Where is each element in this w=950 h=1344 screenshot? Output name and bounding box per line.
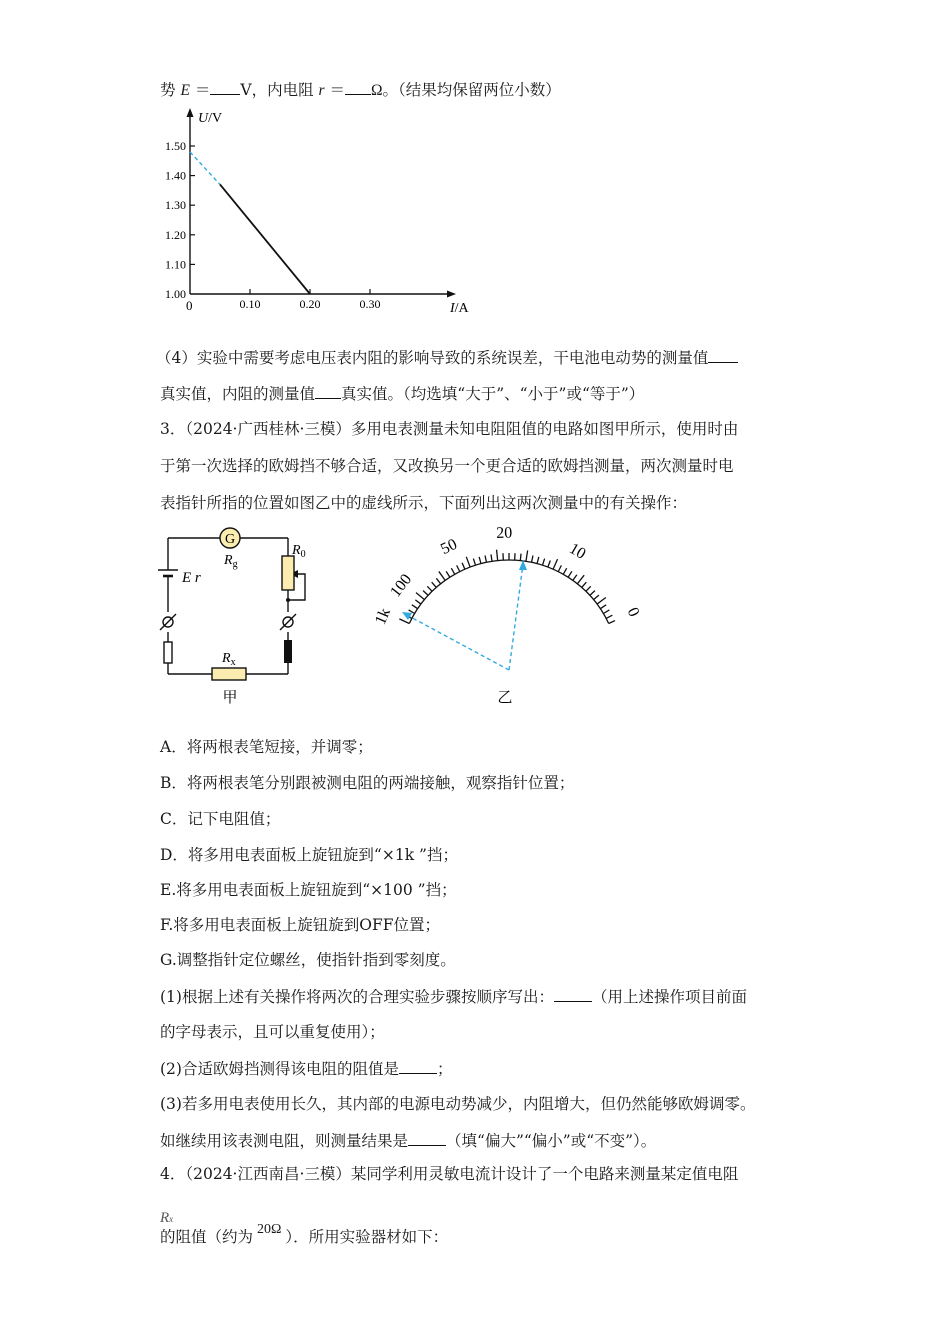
y-tick-label-5: 1.50	[165, 139, 186, 153]
meter-tick-29	[548, 561, 550, 568]
x-tick-label-1: 0.20	[299, 297, 321, 311]
series-line-0	[190, 152, 220, 185]
resistor-Rx	[212, 668, 246, 680]
meter-label-4: 10	[566, 540, 589, 563]
option-B: B．将两根表笔分别跟被测电阻的两端接触，观察指针位置；	[160, 774, 575, 792]
y-tick-label-2: 1.20	[165, 227, 186, 242]
meter-tick-36	[582, 582, 587, 587]
intro-suffix: 。（结果均保留两位小数）	[382, 81, 561, 99]
q2-part4-line2	[160, 382, 644, 405]
meter-label-1: 100	[387, 571, 416, 601]
meter-tick-9	[436, 578, 440, 583]
subq-3-text-b: 如继续用该表测电阻，则测量结果是	[160, 1132, 409, 1150]
meter-label-5: 0	[623, 604, 643, 620]
meter-tick-35	[577, 575, 584, 584]
resistance-blank[interactable]	[345, 78, 371, 95]
subq-2-text-a: (2)合适欧姆挡测得该电阻的阻值是	[160, 1060, 399, 1078]
option-D: D．将多用电表面板上旋钮旋到“×1k ”挡；	[160, 846, 458, 864]
y-axis-label: U/V	[198, 111, 223, 126]
meter-tick-31	[558, 565, 561, 571]
meter-tick-10	[439, 571, 445, 580]
x-tick-label-2: 0.30	[359, 297, 381, 311]
meter-tick-37	[586, 586, 591, 591]
emf-unit: V，内电阻	[240, 81, 314, 99]
meter-tick-27	[537, 557, 539, 564]
meter-tick-28	[542, 559, 544, 566]
result-blank[interactable]	[408, 1129, 446, 1146]
x-axis-arrow	[447, 291, 456, 298]
meter-tick-30	[553, 559, 557, 569]
meter-tick-41	[600, 605, 606, 609]
meter-tick-12	[451, 568, 454, 574]
meter-tick-11	[446, 571, 450, 577]
resistance-unit: Ω	[371, 82, 383, 99]
meter-caption: 乙	[497, 688, 513, 706]
meter-tick-6	[423, 591, 428, 596]
subq-2-text-b: ；	[436, 1060, 453, 1078]
option-E: E.将多用电表面板上旋钮旋到“×100 ”挡；	[160, 881, 457, 899]
steps-blank[interactable]	[554, 985, 592, 1002]
rheostat-R0	[282, 556, 294, 590]
q4-text-b: ）．所用实验器材如下：	[285, 1228, 449, 1246]
q3-line3: 表指针所指的位置如图乙中的虚线所示，下面列出这两次测量中的有关操作：	[160, 494, 688, 512]
q4-rx-letter: R	[160, 1210, 170, 1226]
series-line-1	[220, 184, 310, 294]
q4-text-a: 的阻值（约为	[160, 1228, 254, 1246]
q4-rx-subscript: x	[169, 1214, 174, 1224]
probe-right	[284, 640, 292, 663]
pointer-first-arrow	[402, 612, 412, 620]
pointer-second	[509, 564, 523, 670]
x-tick-label-0: 0.10	[239, 297, 261, 311]
y-tick-label-0: 1.00	[165, 287, 186, 301]
subq-3-line2	[160, 1129, 656, 1152]
meter-tick-3	[412, 605, 418, 609]
meter-tick-24	[520, 554, 521, 561]
option-G: G.调整指针定位螺丝，使指针指到零刻度。	[160, 951, 456, 969]
q4-rx-symbol	[160, 1210, 173, 1227]
meter-tick-19	[491, 554, 492, 561]
q2-part4-text1: （4）实验中需要考虑电压表内阻的影响导致的系统误差，干电池电动势的测量值	[156, 349, 709, 367]
meter-tick-33	[568, 571, 572, 577]
subq-3-line1: (3)若多用电表使用长久，其内部的电源电动势减少，内阻增大，但仍然能够欧姆调零。	[160, 1095, 756, 1113]
q2-part4-line1	[156, 346, 738, 369]
y-tick-label-4: 1.40	[165, 168, 186, 183]
subq-2	[160, 1057, 452, 1080]
meter-label-3: 20	[495, 524, 513, 543]
emf-equals: ＝	[194, 81, 211, 99]
meter-tick-8	[432, 582, 437, 587]
meter-tick-15	[466, 557, 470, 567]
meter-tick-4	[415, 600, 421, 604]
meter-tick-13	[457, 565, 460, 571]
subq-1-text-a: (1)根据上述有关操作将两次的合理实验步骤按顺序写出：	[160, 988, 554, 1006]
option-F: F.将多用电表面板上旋钮旋到OFF位置；	[160, 916, 440, 934]
meter-tick-25	[526, 550, 528, 561]
option-C: C．记下电阻值；	[160, 810, 281, 828]
q4-value: 20Ω	[257, 1222, 282, 1237]
meter-tick-20	[497, 550, 498, 561]
meter-tick-5	[416, 593, 424, 600]
resistance-value-blank[interactable]	[399, 1057, 437, 1074]
q3-line2: 于第一次选择的欧姆挡不够合适，又改换另一个更合适的欧姆挡测量，两次测量时电	[160, 457, 734, 475]
meter-tick-44	[609, 621, 615, 624]
subq-1-line1	[160, 985, 747, 1008]
meter-tick-38	[590, 591, 595, 596]
intro-line	[160, 78, 561, 102]
meter-label-0: 1k	[372, 605, 394, 628]
emf-blank[interactable]	[210, 78, 240, 95]
subq-1-line2: 的字母表示，且可以重复使用）；	[160, 1023, 385, 1041]
Rx-label: $R_x$	[222, 651, 236, 668]
resistance-compare-blank[interactable]	[315, 382, 341, 399]
Rg-label: $R_g$	[224, 553, 238, 570]
q2-part4-text2a: 真实值，内阻的测量值	[160, 385, 316, 403]
meter-tick-7	[427, 586, 432, 591]
galvanometer-label: G	[224, 532, 236, 547]
circuit-diagram	[150, 520, 330, 712]
meter-tick-18	[485, 555, 486, 562]
y-tick-label-1: 1.10	[165, 257, 186, 272]
meter-pointers	[405, 564, 523, 670]
meter-tick-42	[603, 610, 609, 614]
meter-tick-43	[606, 615, 612, 618]
meter-tick-39	[594, 595, 599, 599]
subq-3-text-c: （填“偏大”“偏小”或“不变”）。	[446, 1132, 657, 1150]
y-tick-label-3: 1.30	[165, 198, 186, 213]
origin-label: 0	[186, 298, 193, 313]
meter-tick-32	[563, 568, 566, 574]
emf-symbol: E	[180, 82, 190, 99]
resistance-equals: ＝	[329, 81, 346, 99]
resistance-symbol: r	[318, 82, 325, 99]
subq-1-text-b: （用上述操作项目前面	[591, 988, 747, 1006]
pointer-first	[405, 614, 509, 670]
meter-dial	[350, 522, 670, 710]
meter-tick-16	[473, 559, 475, 566]
x-axis-label: I/A	[450, 301, 469, 316]
emf-compare-blank[interactable]	[708, 346, 738, 363]
q4-line2	[160, 1222, 449, 1250]
q4-line1: 4．（2024·江西南昌·三模）某同学利用灵敏电流计设计了一个电路来测量某定值电阻	[160, 1165, 739, 1183]
R0-label: $R_0$	[292, 543, 306, 560]
rheostat-junction	[286, 598, 290, 602]
meter-tick-14	[462, 563, 465, 569]
meter-tick-34	[573, 575, 577, 581]
meter-tick-40	[597, 597, 606, 604]
chart-axes	[190, 112, 450, 294]
meter-arc	[409, 560, 608, 624]
meter-label-2: 50	[438, 535, 460, 559]
option-A: A．将两根表笔短接，并调零；	[160, 738, 373, 756]
meter-tick-17	[479, 557, 481, 564]
q3-line1: 3．（2024·广西桂林·三模）多用电表测量未知电阻阻值的电路如图甲所示，使用时由	[160, 420, 739, 438]
circuit-caption: 甲	[222, 688, 238, 706]
intro-prefix: 势	[160, 81, 176, 99]
Er-label: E r	[182, 570, 201, 586]
meter-tick-26	[532, 555, 533, 562]
ui-chart	[150, 106, 490, 318]
probe-left	[164, 642, 172, 663]
q2-part4-text2b: 真实值。（均选填“大于”、“小于”或“等于”）	[341, 385, 645, 403]
y-axis-arrow	[187, 108, 194, 117]
